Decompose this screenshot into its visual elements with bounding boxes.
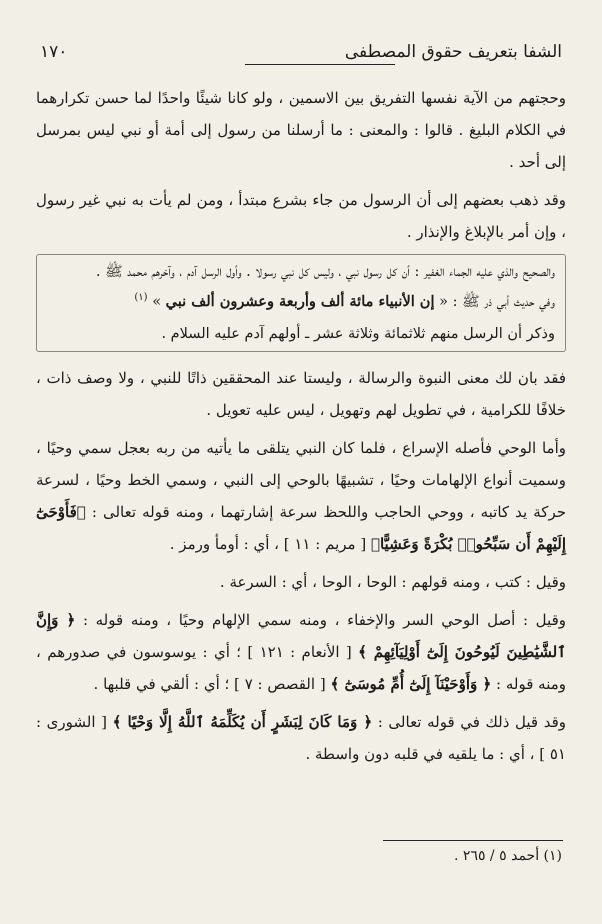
quran-verse: ﴿فَأَوْحَىٰٓ إِلَيْهِمْ أَن سَبِّحُوا۟ بُكْرَةً وَعَشِيًّا﴾ [36, 503, 566, 553]
page-number: ١٧٠ [40, 42, 68, 62]
footnote-rule [383, 840, 563, 841]
running-title: الشفا بتعريف حقوق المصطفى [344, 42, 562, 62]
paragraph [36, 432, 566, 560]
quran-verse: ﴿ وَمَا كَانَ لِبَشَرٍ أَن يُكَلِّمَهُ ٱللَّهُ إِلَّا وَحْيًا ﴾ [112, 713, 373, 731]
paragraph [36, 706, 566, 770]
verse-reference: [ الشورى : ٥١ ] ، أي : ما يلقيه في قلبه دون واسطة . [36, 713, 566, 763]
box-line: والصحيح والذي عليه الجماء الغفير : أن كل رسول نبي ، وليس كل نبي رسولا . وأول الرسل آدم ، وآخرهم محمد ﷺ . [95, 264, 555, 280]
verse-reference: [ الأنعام : ١٢١ ] ؛ أي : يوسوسون في صدورهم ، ومنه قوله : [36, 643, 566, 693]
paragraph: وقد ذهب بعضهم إلى أن الرسول من جاء بشرع مبتدأ ، ومن لم يأت به نبي غير رسول ، وإن أمر بالإبلاغ والإنذار . [36, 191, 566, 241]
footnote-marker: (١) [134, 292, 148, 303]
paragraph: وحجتهم من الآية نفسها التفريق بين الاسمين ، ولو كانا شيئًا واحدًا لما حسن تكرارهما في الكلام البليغ . قالوا : والمعنى : ما أرسلنا من رسول إلى أمة أو نبي ليس بمرسل إلى أحد . [36, 89, 566, 171]
footnote: (١) أحمد ٥ / ٢٦٥ . [454, 848, 562, 864]
header-rule [245, 64, 395, 65]
paragraph-text: وأما الوحي فأصله الإسراع ، فلما كان النبي يتلقى ما يأتيه من ربه بعجل سمي وحيًا ، وسميت أنواع الإلهامات وحيًا ، تشبيهًا بالوحي إلى النبي ، وسمي الخط وحيًا ، لسرعة حركة يد كاتبه ، ووحي الحاجب واللحظ سرعة إشارتهما ، ومنه قوله تعالى : [36, 439, 566, 521]
paragraph: فقد بان لك معنى النبوة والرسالة ، وليستا عند المحققين ذاتًا للنبي ، ولا وصف ذات ، خلافًا للكرامية ، في تطويل لهم وتهويل ، ليس عليه تعويل . [36, 369, 566, 419]
paragraph [36, 604, 566, 700]
boxed-note [36, 254, 566, 352]
quran-verse: ﴿ وَإِنَّ ٱلشَّيَٰطِينَ لَيُوحُونَ إِلَىٰٓ أَوْلِيَآئِهِمْ ﴾ [36, 611, 566, 661]
hadith-text: إن الأنبياء مائة ألف وأربعة وعشرون ألف نبي [165, 293, 435, 310]
hadith-suffix: » [152, 294, 162, 310]
page-header [40, 42, 562, 70]
verse-reference: [ القصص : ٧ ] ؛ أي : ألقي في قلبها . [93, 675, 326, 693]
paragraph-text: وقد قيل ذلك في قوله تعالى : [377, 713, 566, 731]
paragraph: وقيل : كتب ، ومنه قولهم : الوحا ، الوحا ، أي : السرعة . [219, 573, 566, 591]
box-hadith-line [47, 287, 555, 319]
hadith-prefix: وفي حديث أبي ذر ﷺ : « [439, 294, 555, 310]
verse-reference: [ مريم : ١١ ] ، أي : أومأ ورمز . [169, 535, 367, 553]
quran-verse: ﴿ وَأَوْحَيْنَآ إِلَىٰٓ أُمِّ مُوسَىٰٓ ﴾ [330, 675, 492, 693]
page-body [36, 82, 566, 776]
paragraph-text: وقيل : أصل الوحي السر والإخفاء ، ومنه سمي الإلهام وحيًا ، ومنه قوله : [82, 611, 566, 629]
box-line: وذكر أن الرسل منهم ثلاثمائة وثلاثة عشر ـ أولهم آدم عليه السلام . [161, 326, 555, 342]
